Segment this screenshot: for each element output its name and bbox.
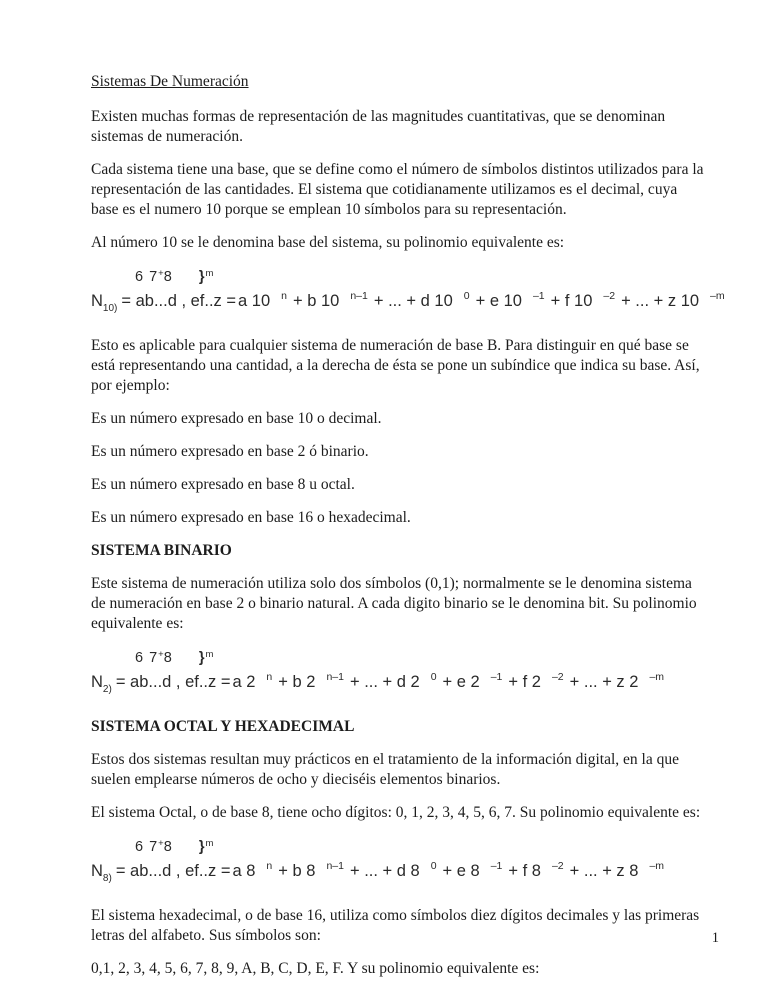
deco-text: 6 7 [135,269,159,285]
section-heading-octal-hexadecimal: SISTEMA OCTAL Y HEXADECIMAL [91,718,355,735]
formula-base-subscript: 2) [102,684,112,695]
formula-base8-decoration [91,836,706,855]
formula-base10 [91,266,725,320]
formula-variable: N [91,673,103,691]
deco-sup: + [158,838,164,849]
term-exponent: n–1 [350,290,368,302]
term-exponent: 0 [430,671,437,683]
term-exponent: –m [710,290,725,302]
term-exponent: –2 [603,290,616,302]
paragraph-binario: Este sistema de numeración utiliza solo dos símbolos (0,1); normalmente se le denomina sistema de numeración en base 2 o binario natural. A cada digito binario se le denomina bit. Su polinomio equivalente es: [91,575,697,632]
term-coefficient: + ... + z 10 [621,292,700,310]
term-exponent: –m [649,671,665,683]
formula-term [476,292,551,310]
deco-text: 8 [163,650,173,666]
term-exponent: n [281,290,287,302]
formula-base10-decoration [91,266,706,285]
example-base8: Es un número expresado en base 8 u octal. [91,476,355,493]
document-title: Sistemas De Numeración [91,73,249,90]
term-coefficient: + ... + d 2 [349,673,420,691]
example-base2: Es un número expresado en base 2 ó binario. [91,443,369,460]
paragraph-octal-hex-intro: Estos dos sistemas resultan muy prácticos en el tratamiento de la información digital, en la que suelen emplearse números de ocho y dieciséis elementos binarios. [91,751,679,788]
paragraph-intro: Existen muchas formas de representación de las magnitudes cuantitativas, que se denominan sistemas de numeración. [91,108,666,145]
formula-term [232,673,278,691]
term-coefficient: + f 2 [508,673,541,691]
formula-term [350,862,443,880]
formula-term [238,292,293,310]
term-coefficient: + b 10 [293,292,340,310]
term-coefficient: + e 8 [442,862,480,880]
example-base16: Es un número expresado en base 16 o hexadecimal. [91,509,411,526]
formula-prefix: = ab...d , ef..z = [115,862,231,880]
term-exponent: –m [649,860,665,872]
deco-sup: + [158,268,164,279]
formula-term [570,862,670,880]
deco-sup: m [205,649,214,660]
term-exponent: 0 [463,290,470,302]
term-exponent: n [266,860,273,872]
formula-term [232,862,278,880]
term-coefficient: + f 10 [550,292,593,310]
deco-text: 8 [163,839,173,855]
formula-term [293,292,374,310]
term-coefficient: a 8 [232,862,256,880]
term-coefficient: a 10 [238,292,271,310]
term-coefficient: + b 8 [278,862,316,880]
formula-term [551,292,621,310]
formula-term [508,862,569,880]
paragraph-base-definition: Cada sistema tiene una base, que se define como el número de símbolos distintos utilizados para la representación de las cantidades. El sistema que cotidianamente utilizamos es el decimal, cuya base es el numero 10 porque se emplean 10 símbolos para su representación. [91,161,704,218]
paragraph-hex-symbols: 0,1, 2, 3, 4, 5, 6, 7, 8, 9, A, B, C, D, E, F. Y su polinomio equivalente es: [91,960,540,977]
term-coefficient: + e 10 [475,292,522,310]
term-exponent: n–1 [326,860,344,872]
deco-sup: m [205,268,214,279]
paragraph-any-base: Esto es aplicable para cualquier sistema de numeración de base B. Para distinguir en qué base se está representando una cantidad, a la derecha de ésta se pone un subíndice que indica su base. Así, por ejemplo: [91,337,700,394]
formula-variable: N [91,862,103,880]
formula-term [278,673,350,691]
formula-base2 [91,647,706,701]
formula-base8-line [91,855,706,890]
term-coefficient: a 2 [232,673,256,691]
example-base10: Es un número expresado en base 10 o decimal. [91,410,382,427]
term-exponent: n [266,671,273,683]
page-number: 1 [711,930,719,946]
term-coefficient: + f 8 [508,862,541,880]
formula-base-subscript: 10) [102,303,118,314]
term-coefficient: + e 2 [442,673,480,691]
deco-brace: } [198,650,206,666]
term-exponent: 0 [430,860,437,872]
term-exponent: –1 [532,290,545,302]
term-exponent: n–1 [326,671,344,683]
formula-base8 [91,836,706,890]
formula-base10-line [91,285,725,320]
section-heading-binario: SISTEMA BINARIO [91,542,232,559]
term-exponent: –1 [490,860,503,872]
deco-sup: m [205,838,214,849]
term-coefficient: + ... + d 8 [349,862,420,880]
deco-brace: } [198,839,206,855]
term-coefficient: + ... + d 10 [373,292,453,310]
formula-base2-decoration [91,647,706,666]
term-exponent: –2 [551,860,564,872]
formula-base2-line [91,666,706,701]
formula-term [278,862,350,880]
paragraph-hexadecimal: El sistema hexadecimal, o de base 16, utiliza como símbolos diez dígitos decimales y las primeras letras del alfabeto. Sus símbolos son: [91,907,700,944]
formula-base-subscript: 8) [102,873,112,884]
deco-brace: } [198,269,206,285]
formula-term [570,673,670,691]
formula-prefix: = ab...d , ef..z = [121,292,237,310]
deco-sup: + [158,649,164,660]
term-coefficient: + ... + z 8 [569,862,639,880]
term-coefficient: + b 2 [278,673,316,691]
deco-text: 6 7 [135,839,159,855]
formula-term [374,292,476,310]
term-exponent: –1 [490,671,503,683]
term-exponent: –2 [551,671,564,683]
formula-term [443,673,509,691]
formula-term [443,862,509,880]
formula-prefix: = ab...d , ef..z = [115,673,231,691]
deco-text: 6 7 [135,650,159,666]
formula-term [508,673,569,691]
formula-variable: N [91,292,103,310]
paragraph-octal-digits: El sistema Octal, o de base 8, tiene ocho dígitos: 0, 1, 2, 3, 4, 5, 6, 7. Su polinomio equivalente es: [91,804,701,821]
term-coefficient: + ... + z 2 [569,673,639,691]
formula-term [350,673,443,691]
deco-text: 8 [163,269,173,285]
formula-term [621,292,731,310]
paragraph-decimal-base: Al número 10 se le denomina base del sistema, su polinomio equivalente es: [91,234,565,251]
